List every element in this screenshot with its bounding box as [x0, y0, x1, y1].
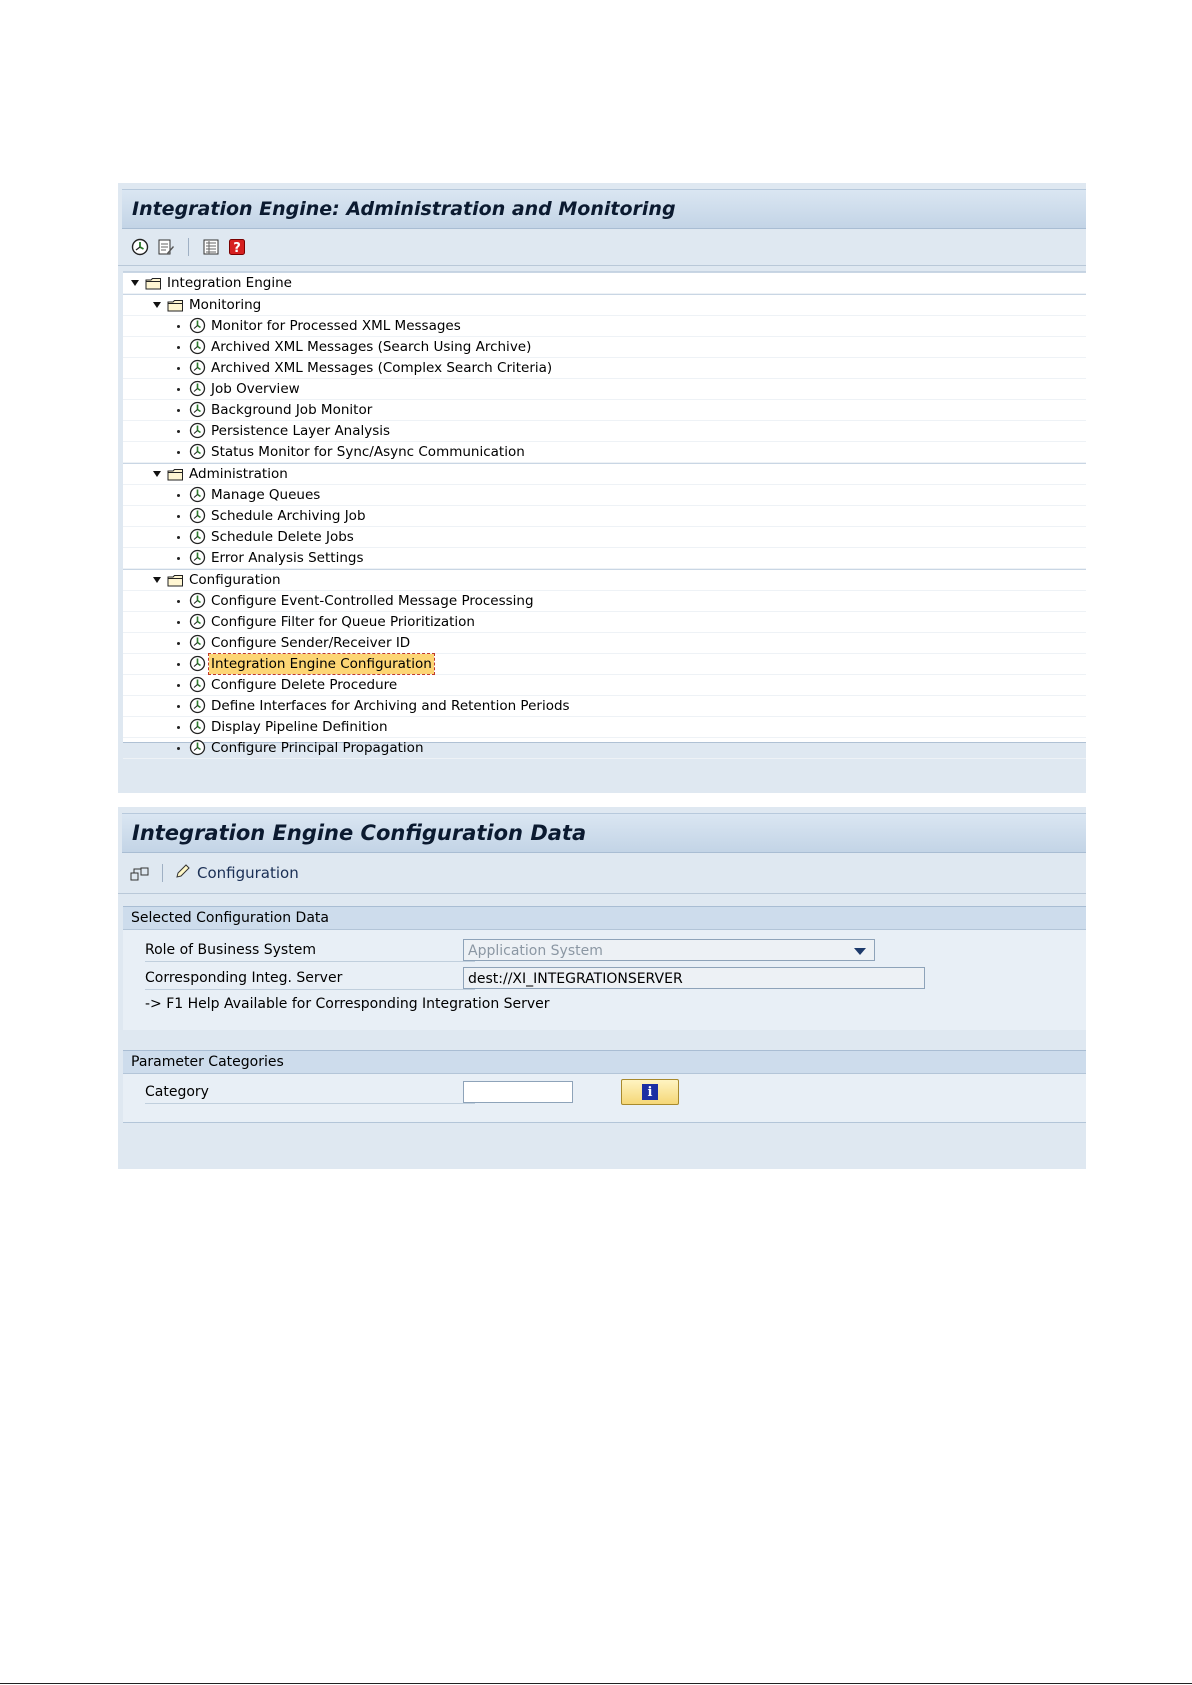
tree-item[interactable]: [123, 379, 1086, 400]
server-field[interactable]: [463, 967, 925, 989]
expand-triangle-icon[interactable]: [131, 280, 139, 286]
tree-item-label: Persistence Layer Analysis: [211, 423, 391, 439]
pencil-icon: [175, 863, 191, 883]
tree-item[interactable]: [123, 316, 1086, 337]
tree-item[interactable]: [123, 696, 1086, 717]
bullet-icon: [177, 747, 180, 750]
tree-item-label: Configure Filter for Queue Prioritization: [211, 614, 475, 630]
svg-text:?: ?: [233, 241, 241, 256]
tree-item-label: Define Interfaces for Archiving and Retention Periods: [211, 698, 570, 714]
selected-config-panel: [123, 906, 1086, 1030]
tree-item-label: Configure Sender/Receiver ID: [211, 635, 411, 651]
bullet-icon: [177, 346, 180, 349]
bullet-icon: [177, 684, 180, 687]
expand-triangle-icon[interactable]: [153, 302, 161, 308]
tree-item[interactable]: [123, 633, 1086, 654]
page-title: Integration Engine Configuration Data: [122, 813, 1086, 853]
menu-tree: [123, 271, 1086, 756]
tree-item-label: Monitor for Processed XML Messages: [211, 318, 461, 334]
page-title: Integration Engine: Administration and Monitoring: [122, 189, 1086, 229]
admin-monitoring-screen: [118, 183, 1086, 793]
bullet-icon: [177, 325, 180, 328]
tree-item-label: Job Overview: [211, 381, 300, 397]
tree-item-label: Manage Queues: [211, 487, 321, 503]
tree-item[interactable]: [123, 421, 1086, 442]
toolbar-separator: [162, 864, 163, 882]
tree-group-monitoring[interactable]: [123, 294, 1086, 316]
tree-item[interactable]: [123, 612, 1086, 633]
server-label: Corresponding Integ. Server: [145, 970, 475, 990]
category-input[interactable]: [463, 1081, 573, 1103]
tree-item-label: Display Pipeline Definition: [211, 719, 388, 735]
tree-item-label: Configure Delete Procedure: [211, 677, 398, 693]
config-data-screen: [118, 807, 1086, 1169]
execute-icon[interactable]: [130, 237, 150, 257]
tree-item-label: Background Job Monitor: [211, 402, 373, 418]
tree-item[interactable]: [123, 591, 1086, 612]
tree-node-label: Administration: [189, 466, 288, 482]
panel-heading: Selected Configuration Data: [123, 907, 1086, 930]
tree-item-label: Archived XML Messages (Search Using Archive): [211, 339, 532, 355]
tree-node-label: Integration Engine: [167, 275, 292, 291]
toolbar: [118, 853, 1086, 894]
folder-icon: [167, 467, 184, 487]
bullet-icon: [177, 451, 180, 454]
bullet-icon: [177, 515, 180, 518]
tree-item[interactable]: [123, 675, 1086, 696]
tree-item-label: Configure Principal Propagation: [211, 740, 424, 756]
expand-triangle-icon[interactable]: [153, 577, 161, 583]
bullet-icon: [177, 367, 180, 370]
edit-icon[interactable]: [156, 237, 176, 257]
category-label: Category: [145, 1084, 475, 1104]
tree-group-administration[interactable]: [123, 463, 1086, 485]
bullet-icon: [177, 726, 180, 729]
server-value: dest://XI_INTEGRATIONSERVER: [468, 971, 683, 987]
display-change-icon[interactable]: [130, 863, 150, 883]
tree-item[interactable]: [123, 485, 1086, 506]
tree-item-label: Integration Engine Configuration: [211, 656, 432, 672]
info-button[interactable]: [621, 1079, 679, 1105]
details-icon[interactable]: [201, 237, 221, 257]
folder-icon: [167, 298, 184, 318]
bullet-icon: [177, 409, 180, 412]
tree-item[interactable]: [123, 400, 1086, 421]
folder-icon: [145, 276, 162, 296]
tree-item-label: Error Analysis Settings: [211, 550, 364, 566]
role-dropdown[interactable]: [463, 939, 875, 961]
tree-item[interactable]: [123, 442, 1086, 463]
bullet-icon: [177, 642, 180, 645]
role-value: Application System: [468, 943, 603, 959]
tree-item-label: Archived XML Messages (Complex Search Criteria): [211, 360, 553, 376]
parameter-categories-panel: [123, 1050, 1086, 1123]
tree-item[interactable]: [123, 337, 1086, 358]
help-icon[interactable]: [227, 237, 247, 257]
bullet-icon: [177, 557, 180, 560]
tree-item-label: Status Monitor for Sync/Async Communication: [211, 444, 525, 460]
toolbar-separator: [188, 238, 189, 256]
f1-help-hint: -> F1 Help Available for Corresponding Integration Server: [145, 996, 550, 1012]
folder-icon: [167, 573, 184, 593]
tree-node-label: Monitoring: [189, 297, 262, 313]
bullet-icon: [177, 494, 180, 497]
tree-item[interactable]: [123, 527, 1086, 548]
panel-heading: Parameter Categories: [123, 1051, 1086, 1074]
tree-item-label: Schedule Delete Jobs: [211, 529, 354, 545]
tree-item[interactable]: [123, 358, 1086, 379]
tree-node-label: Configuration: [189, 572, 281, 588]
bullet-icon: [177, 536, 180, 539]
tree-item-label: Configure Event-Controlled Message Processing: [211, 593, 534, 609]
expand-triangle-icon[interactable]: [153, 471, 161, 477]
chevron-down-icon: [854, 948, 866, 955]
role-label: Role of Business System: [145, 942, 475, 962]
bullet-icon: [177, 621, 180, 624]
tree-item[interactable]: [123, 717, 1086, 738]
configuration-label: Configuration: [197, 864, 299, 882]
tree-item[interactable]: [123, 654, 1086, 675]
info-icon: i: [642, 1084, 658, 1100]
configuration-button[interactable]: [175, 863, 299, 883]
tree-item[interactable]: [123, 506, 1086, 527]
tree-root-integration-engine[interactable]: [123, 272, 1086, 294]
execute-icon: [189, 739, 206, 762]
bullet-icon: [177, 388, 180, 391]
page-bottom-rule: [0, 1683, 1192, 1684]
tree-item[interactable]: [123, 548, 1086, 569]
tree-item-label: Schedule Archiving Job: [211, 508, 366, 524]
bullet-icon: [177, 430, 180, 433]
bullet-icon: [177, 600, 180, 603]
toolbar: [118, 229, 1086, 266]
tree-item[interactable]: [123, 738, 1086, 759]
tree-group-configuration[interactable]: [123, 569, 1086, 591]
bullet-icon: [177, 705, 180, 708]
bullet-icon: [177, 663, 180, 666]
